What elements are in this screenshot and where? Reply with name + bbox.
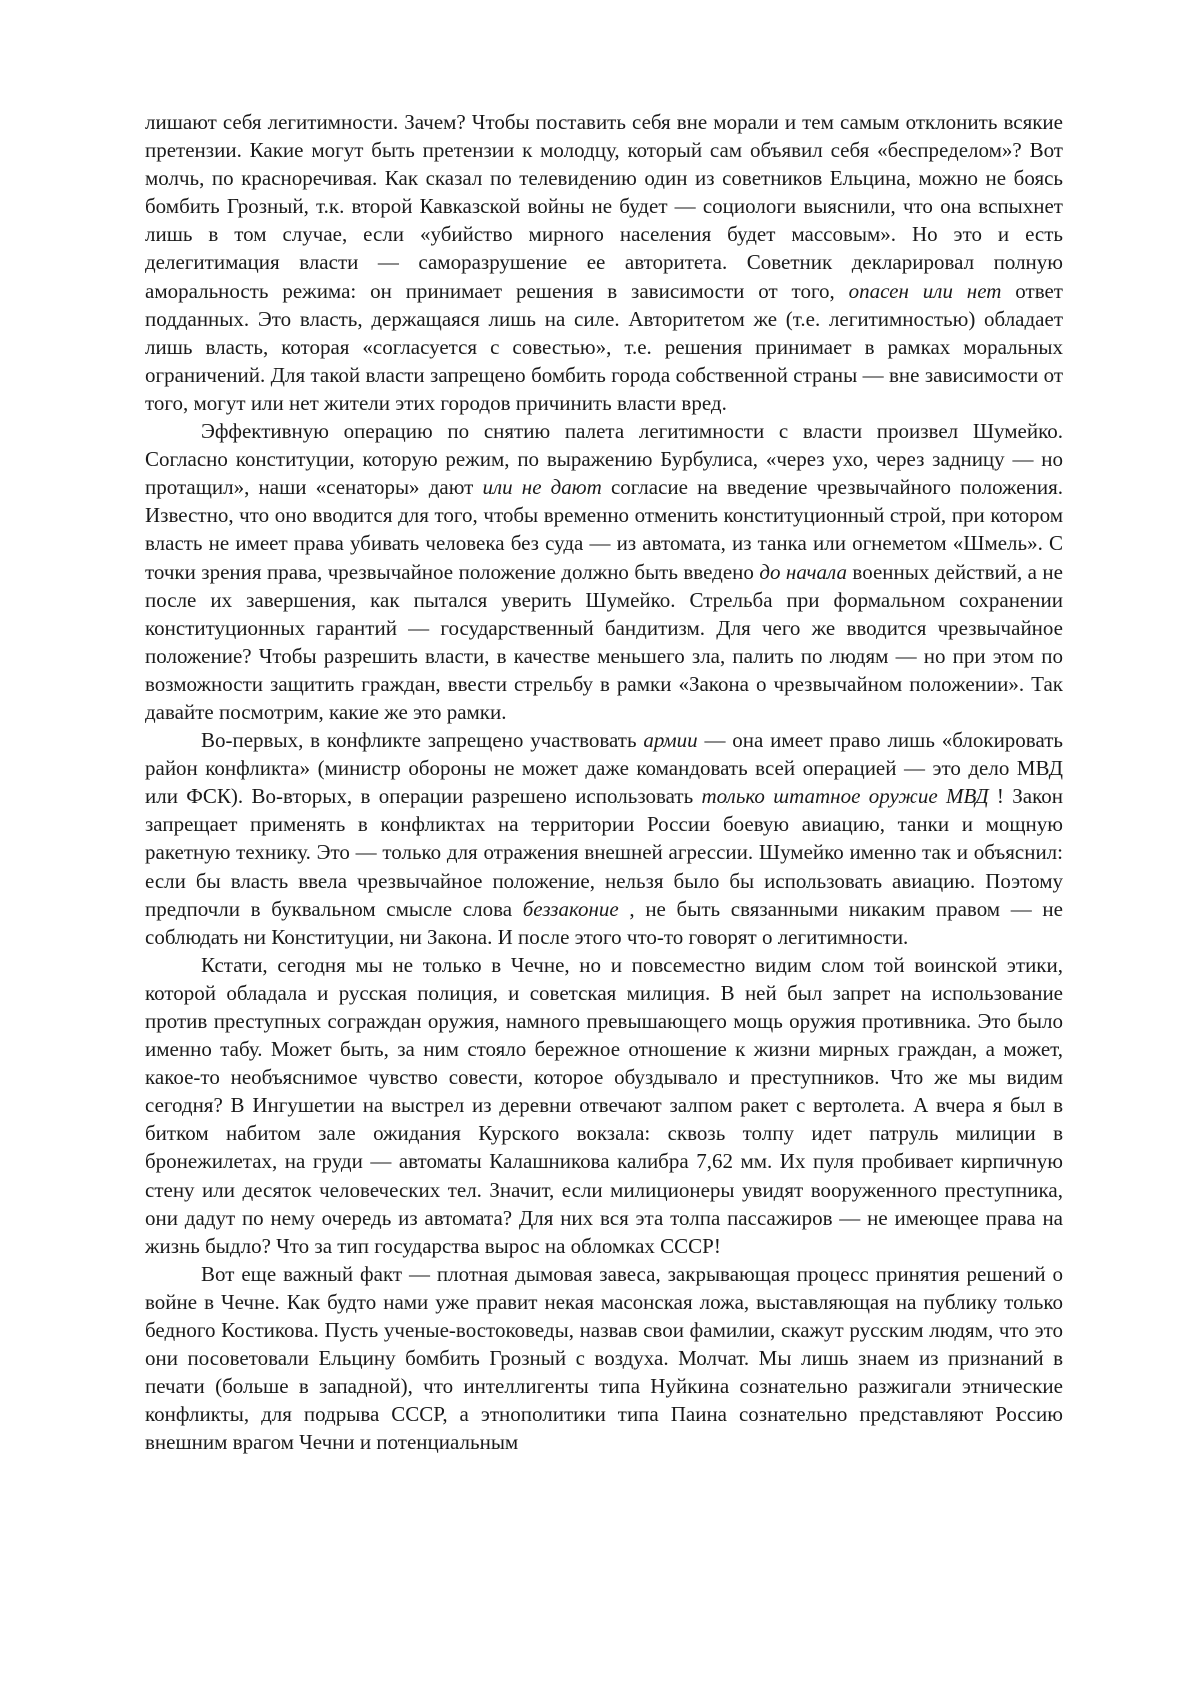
document-page [145,108,1063,1457]
text-run: Кстати, сегодня мы не только в Чечне, но и повсеместно видим слом той воинской этики, которой обладала и русская полиция, и советская милиция. В ней был запрет на использование против преступных сограждан оружия, намного превышающего мощь оружия противника. Это было именно табу. Может быть, за ним стояло бережное отношение к жизни мирных граждан, а может, какое-то необъяснимое чувство совести, которое обуздывало и преступников. Что же мы видим сегодня? В Ингушетии на выстрел из деревни отвечают залпом ракет с вертолета. А вчера я был в битком набитом зале ожидания Курского вокзала: сквозь толпу идет патруль милиции в бронежилетах, на груди — автоматы Калашникова калибра 7,62 мм. Их пуля пробивает кирпичную стену или десяток человеческих тел. Значит, если милиционеры увидят вооруженного преступника, они дадут по нему очередь из автомата? Для них вся эта толпа пассажиров — не имеющее права на жизнь быдло? Что за тип государства вырос на обломках СССР! [145,952,1063,1258]
text-run: согласие на введение чрезвычайного положения. Известно, что оно вводится для того, чтобы временно отменить конституционный строй, при котором власть не имеет права убивать человека без суда — из автомата, из танка или огнеметом «Шмель». С точки зрения права, чрезвычайное положение должно быть введено [145,475,1063,584]
text-run: Эффективную операцию по снятию палета легитимности с власти произвел Шумейко. Согласно конституции, которую режим, по выражению Бурбулиса, «через ухо, через задницу — но протащил», наши «сенаторы» дают [145,419,1063,500]
italic-run: армии [643,728,698,753]
paragraph-2 [145,417,1063,726]
paragraph-3 [145,726,1063,951]
text-run: Вот еще важный факт — плотная дымовая завеса, закрывающая процесс принятия решений о войне в Чечне. Как будто нами уже правит некая масонская ложа, выставляющая на публику только бедного Костикова. Пусть ученые-востоковеды, назвав свои фамилии, скажут русским людям, что это они посоветовали Ельцину бомбить Грозный с воздуха. Молчат. Мы лишь знаем из признаний в печати (больше в западной), что интеллигенты типа Нуйкина сознательно разжигали этнические конфликты, для подрыва СССР, а этнополитики типа Паина сознательно представляют Россию внешним врагом Чечни и потенциальным [145,1261,1063,1455]
paragraph-1 [145,108,1063,417]
text-run: , не быть связанными никаким правом — не соблюдать ни Конституции, ни Закона. И после этого что-то говорят о легитимности. [145,896,1063,949]
italic-run: опасен или нет [848,278,1002,303]
paragraph-4 [145,951,1063,1260]
italic-run: или не дают [482,475,602,500]
text-run: лишают себя легитимности. Зачем? Чтобы поставить себя вне морали и тем самым отклонить всякие претензии. Какие могут быть претензии к молодцу, который сам объявил себя «беспределом»? Вот молчь, по красноречивая. Как сказал по телевидению один из советников Ельцина, можно не боясь бомбить Грозный, т.к. второй Кавказской войны не будет — социологи выяснили, что она вспыхнет лишь в том случае, если «убийство мирного населения будет массовым». Но это и есть делегитимация власти — саморазрушение ее авторитета. Советник декларировал полную аморальность режима: он принимает решения в зависимости от того, [145,110,1063,303]
text-run: Во-первых, в конфликте запрещено участвовать [201,728,644,753]
italic-run: беззаконие [522,896,619,921]
text-run: ответ подданных. Это власть, держащаяся лишь на силе. Авторитетом же (т.е. легитимностью) обладает лишь власть, которая «согласуется с совестью», т.е. решения принимает в рамках моральных ограничений. Для такой власти запрещено бомбить города собственной страны — вне зависимости от того, могут или нет жители этих городов причинить власти вред. [145,278,1063,415]
text-run: — она имеет право лишь «блокировать район конфликта» (министр обороны не может даже командовать всей операцией — это дело МВД или ФСК). Во-вторых, в операции разрешено использовать [145,728,1063,809]
italic-run: до начала [759,559,847,584]
text-run: ! Закон запрещает применять в конфликтах на территории России боевую авиацию, танки и мощную ракетную технику. Это — только для отражения внешней агрессии. Шумейко именно так и объяснил: если бы власть ввела чрезвычайное положение, нельзя было бы использовать авиацию. Поэтому предпочли в буквальном смысле слова [145,784,1063,921]
italic-run: только штатное оружие МВД [701,784,989,809]
paragraph-5 [145,1260,1063,1457]
text-run: военных действий, а не после их завершения, как пытался уверить Шумейко. Стрельба при формальном сохранении конституционных гарантий — государственный бандитизм. Для чего же вводится чрезвычайное положение? Чтобы разрешить власти, в качестве меньшего зла, палить по людям — но при этом по возможности защитить граждан, ввести стрельбу в рамки «Закона о чрезвычайном положении». Так давайте посмотрим, какие же это рамки. [145,559,1063,724]
